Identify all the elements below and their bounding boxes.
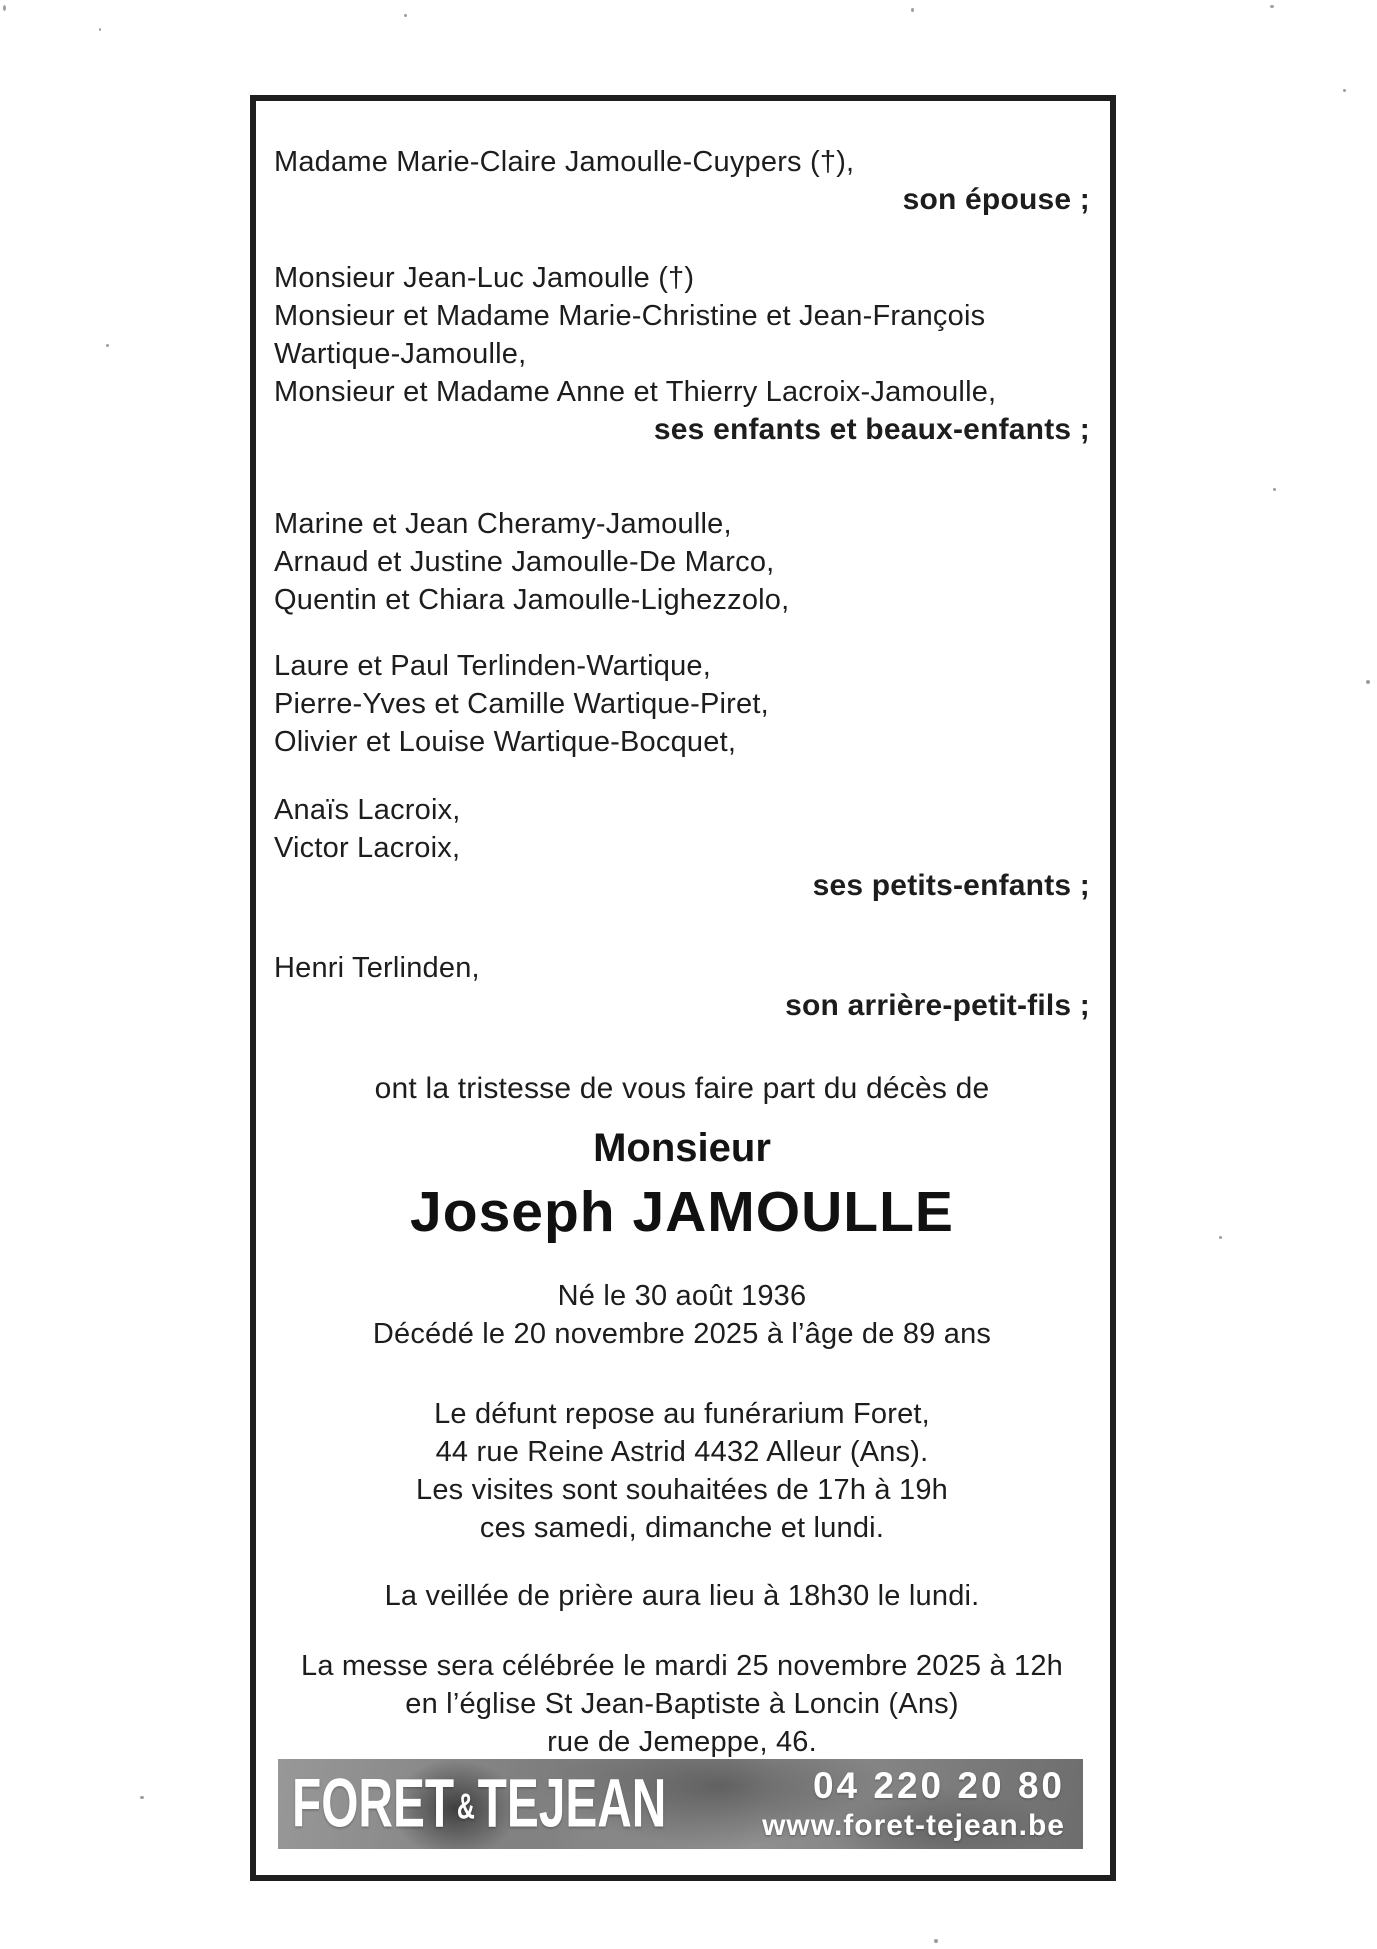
scan-speck	[404, 14, 407, 17]
death-date: Décédé le 20 novembre 2025 à l’âge de 89 ans	[372, 1318, 992, 1350]
grandchild-name: Marine et Jean Cheramy-Jamoulle,	[274, 508, 732, 540]
logo-text-tejean: TEJEAN	[477, 1765, 667, 1843]
foret-tejean-logo	[292, 1764, 666, 1843]
dates-section	[274, 1277, 1090, 1353]
mass-line: en l’église St Jean-Baptiste à Loncin (Ans)	[405, 1688, 959, 1720]
funeral-home-banner	[278, 1759, 1083, 1849]
children-section	[274, 259, 1090, 449]
grandchildren-group-1	[274, 505, 1090, 619]
mass-section	[274, 1647, 1090, 1761]
logo-ampersand: &	[456, 1786, 475, 1827]
child-name: Monsieur et Madame Anne et Thierry Lacroix-Jamoulle,	[274, 376, 997, 408]
grandchildren-relation-label: ses petits-enfants ;	[812, 869, 1090, 902]
grandchild-name: Pierre-Yves et Camille Wartique-Piret,	[274, 688, 769, 720]
children-relation-label: ses enfants et beaux-enfants ;	[653, 413, 1090, 446]
scan-speck	[140, 1796, 144, 1799]
great-grandchild-relation-label: son arrière-petit-fils ;	[785, 989, 1090, 1022]
logo-text-foret: FORET	[292, 1765, 455, 1843]
repose-line: ces samedi, dimanche et lundi.	[479, 1512, 885, 1544]
great-grandchild-name: Henri Terlinden,	[274, 952, 480, 984]
deceased-name: Joseph JAMOULLE	[410, 1180, 954, 1244]
scan-speck	[1343, 89, 1346, 92]
birth-date: Né le 30 août 1936	[557, 1280, 807, 1312]
mass-line: La messe sera célébrée le mardi 25 novembre 2025 à 12h	[300, 1650, 1064, 1682]
spouse-relation-label: son épouse ;	[902, 183, 1090, 216]
death-notice-card	[250, 95, 1116, 1881]
repose-line: Les visites sont souhaitées de 17h à 19h	[416, 1474, 948, 1506]
scan-speck	[1219, 1236, 1222, 1239]
scan-speck	[99, 28, 101, 31]
funeral-home-phone: 04 220 20 80	[812, 1765, 1065, 1807]
announcement-text: ont la tristesse de vous faire part du décès de	[374, 1072, 990, 1105]
repose-section	[274, 1395, 1090, 1547]
great-grandchild-section	[274, 949, 1090, 1025]
grandchildren-group-3	[274, 791, 1090, 905]
spouse-name: Madame Marie-Claire Jamoulle-Cuypers (†),	[274, 146, 855, 178]
vigil-text: La veillée de prière aura lieu à 18h30 le lundi.	[384, 1580, 980, 1612]
child-name: Wartique-Jamoulle,	[274, 338, 527, 370]
grandchild-name: Olivier et Louise Wartique-Bocquet,	[274, 726, 737, 758]
scan-speck	[911, 8, 914, 12]
child-name: Monsieur et Madame Marie-Christine et Jean-François	[274, 300, 986, 332]
grandchild-name: Victor Lacroix,	[274, 832, 461, 864]
grandchild-name: Anaïs Lacroix,	[274, 794, 461, 826]
scan-speck	[106, 344, 109, 347]
grandchild-name: Laure et Paul Terlinden-Wartique,	[274, 650, 712, 682]
grandchild-name: Quentin et Chiara Jamoulle-Lighezzolo,	[274, 584, 790, 616]
scan-speck	[1270, 5, 1274, 8]
repose-line: 44 rue Reine Astrid 4432 Alleur (Ans).	[435, 1436, 929, 1468]
child-name: Monsieur Jean-Luc Jamoulle (†)	[274, 262, 695, 294]
scan-speck	[934, 1939, 938, 1943]
funeral-home-website: www.foret-tejean.be	[762, 1808, 1065, 1842]
funeral-home-contact	[762, 1766, 1065, 1842]
scan-speck	[1273, 488, 1276, 491]
mass-line: rue de Jemeppe, 46.	[547, 1726, 817, 1758]
repose-line: Le défunt repose au funérarium Foret,	[434, 1398, 930, 1430]
spouse-section	[274, 143, 1090, 219]
grandchild-name: Arnaud et Justine Jamoulle-De Marco,	[274, 546, 775, 578]
scan-speck	[1366, 680, 1370, 684]
deceased-title: Monsieur	[593, 1126, 771, 1170]
scan-speck	[3, 5, 6, 11]
grandchildren-group-2	[274, 647, 1090, 761]
